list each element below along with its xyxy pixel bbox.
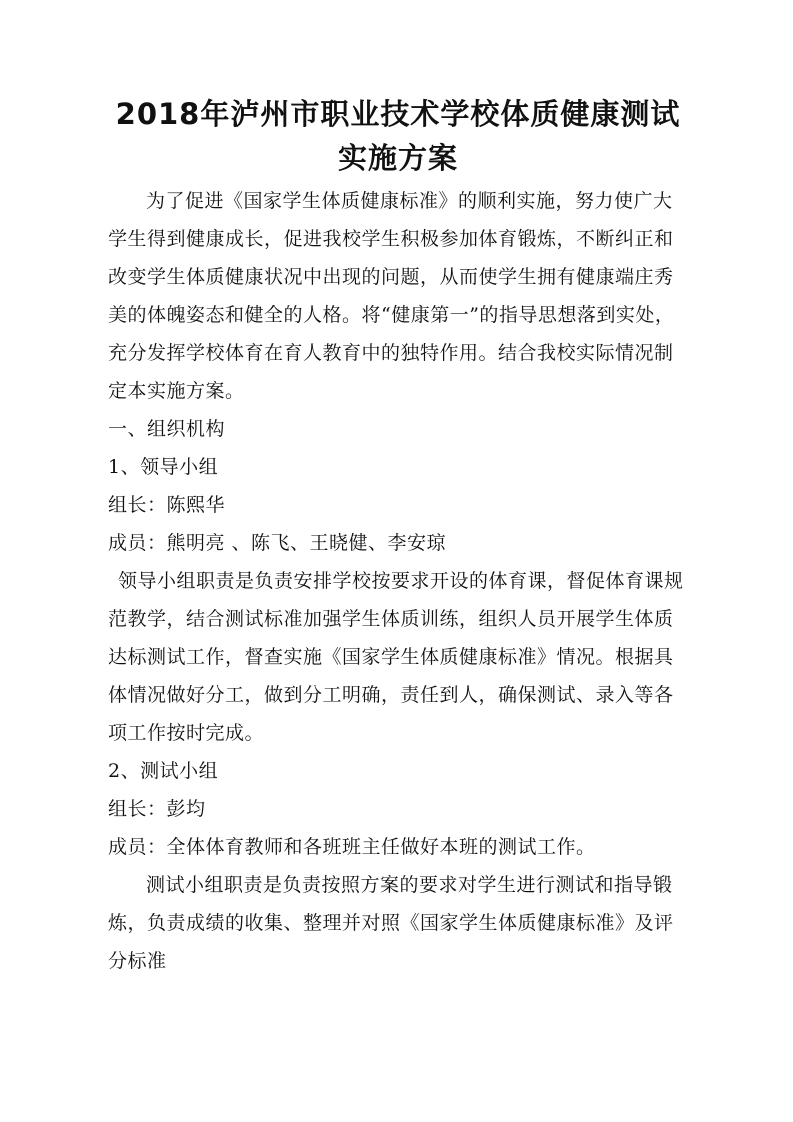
leadership-group-heading: 1、领导小组 <box>108 456 219 478</box>
document-title <box>108 92 688 180</box>
section-heading-organization: 一、组织机构 <box>108 418 226 440</box>
leadership-group-duty: 领导小组职责是负责安排学校按要求开设的体育课，督促体育课规范教学，结合测试标准加强学生体质训练，组织人员开展学生体质达标测试工作，督查实施《国家学生体质健康标准》情况。根据具体情况做好分工，做到分工明确，责任到人，确保测试、录入等各项工作按时完成。 <box>108 570 684 744</box>
leadership-group-members: 成员：熊明亮 、陈飞、王晓健、李安琼 <box>108 532 447 554</box>
testing-group-heading: 2、测试小组 <box>108 760 219 782</box>
title-line-2: 实施方案 <box>337 141 458 175</box>
testing-group-duty: 测试小组职责是负责按照方案的要求对学生进行测试和指导锻炼，负责成绩的收集、整理并对照《国家学生体质健康标准》及评分标准 <box>108 874 674 972</box>
testing-group-members: 成员：全体体育教师和各班班主任做好本班的测试工作。 <box>108 836 596 858</box>
leadership-group-leader: 组长：陈熙华 <box>108 494 226 516</box>
title-line-1: 2018年泸州市职业技术学校体质健康测试 <box>115 97 681 131</box>
testing-group-leader: 组长：彭均 <box>108 798 206 820</box>
intro-paragraph: 为了促进《国家学生体质健康标准》的顺利实施，努力使广大学生得到健康成长，促进我校学生积极参加体育锻炼，不断纠正和改变学生体质健康状况中出现的问题，从而使学生拥有健康端庄秀美的体魄姿态和健全的人格。将“健康第一”的指导思想落到实处，充分发挥学校体育在育人教育中的独特作用。结合我校实际情况制定本实施方案。 <box>108 190 675 402</box>
document-page <box>108 92 688 980</box>
